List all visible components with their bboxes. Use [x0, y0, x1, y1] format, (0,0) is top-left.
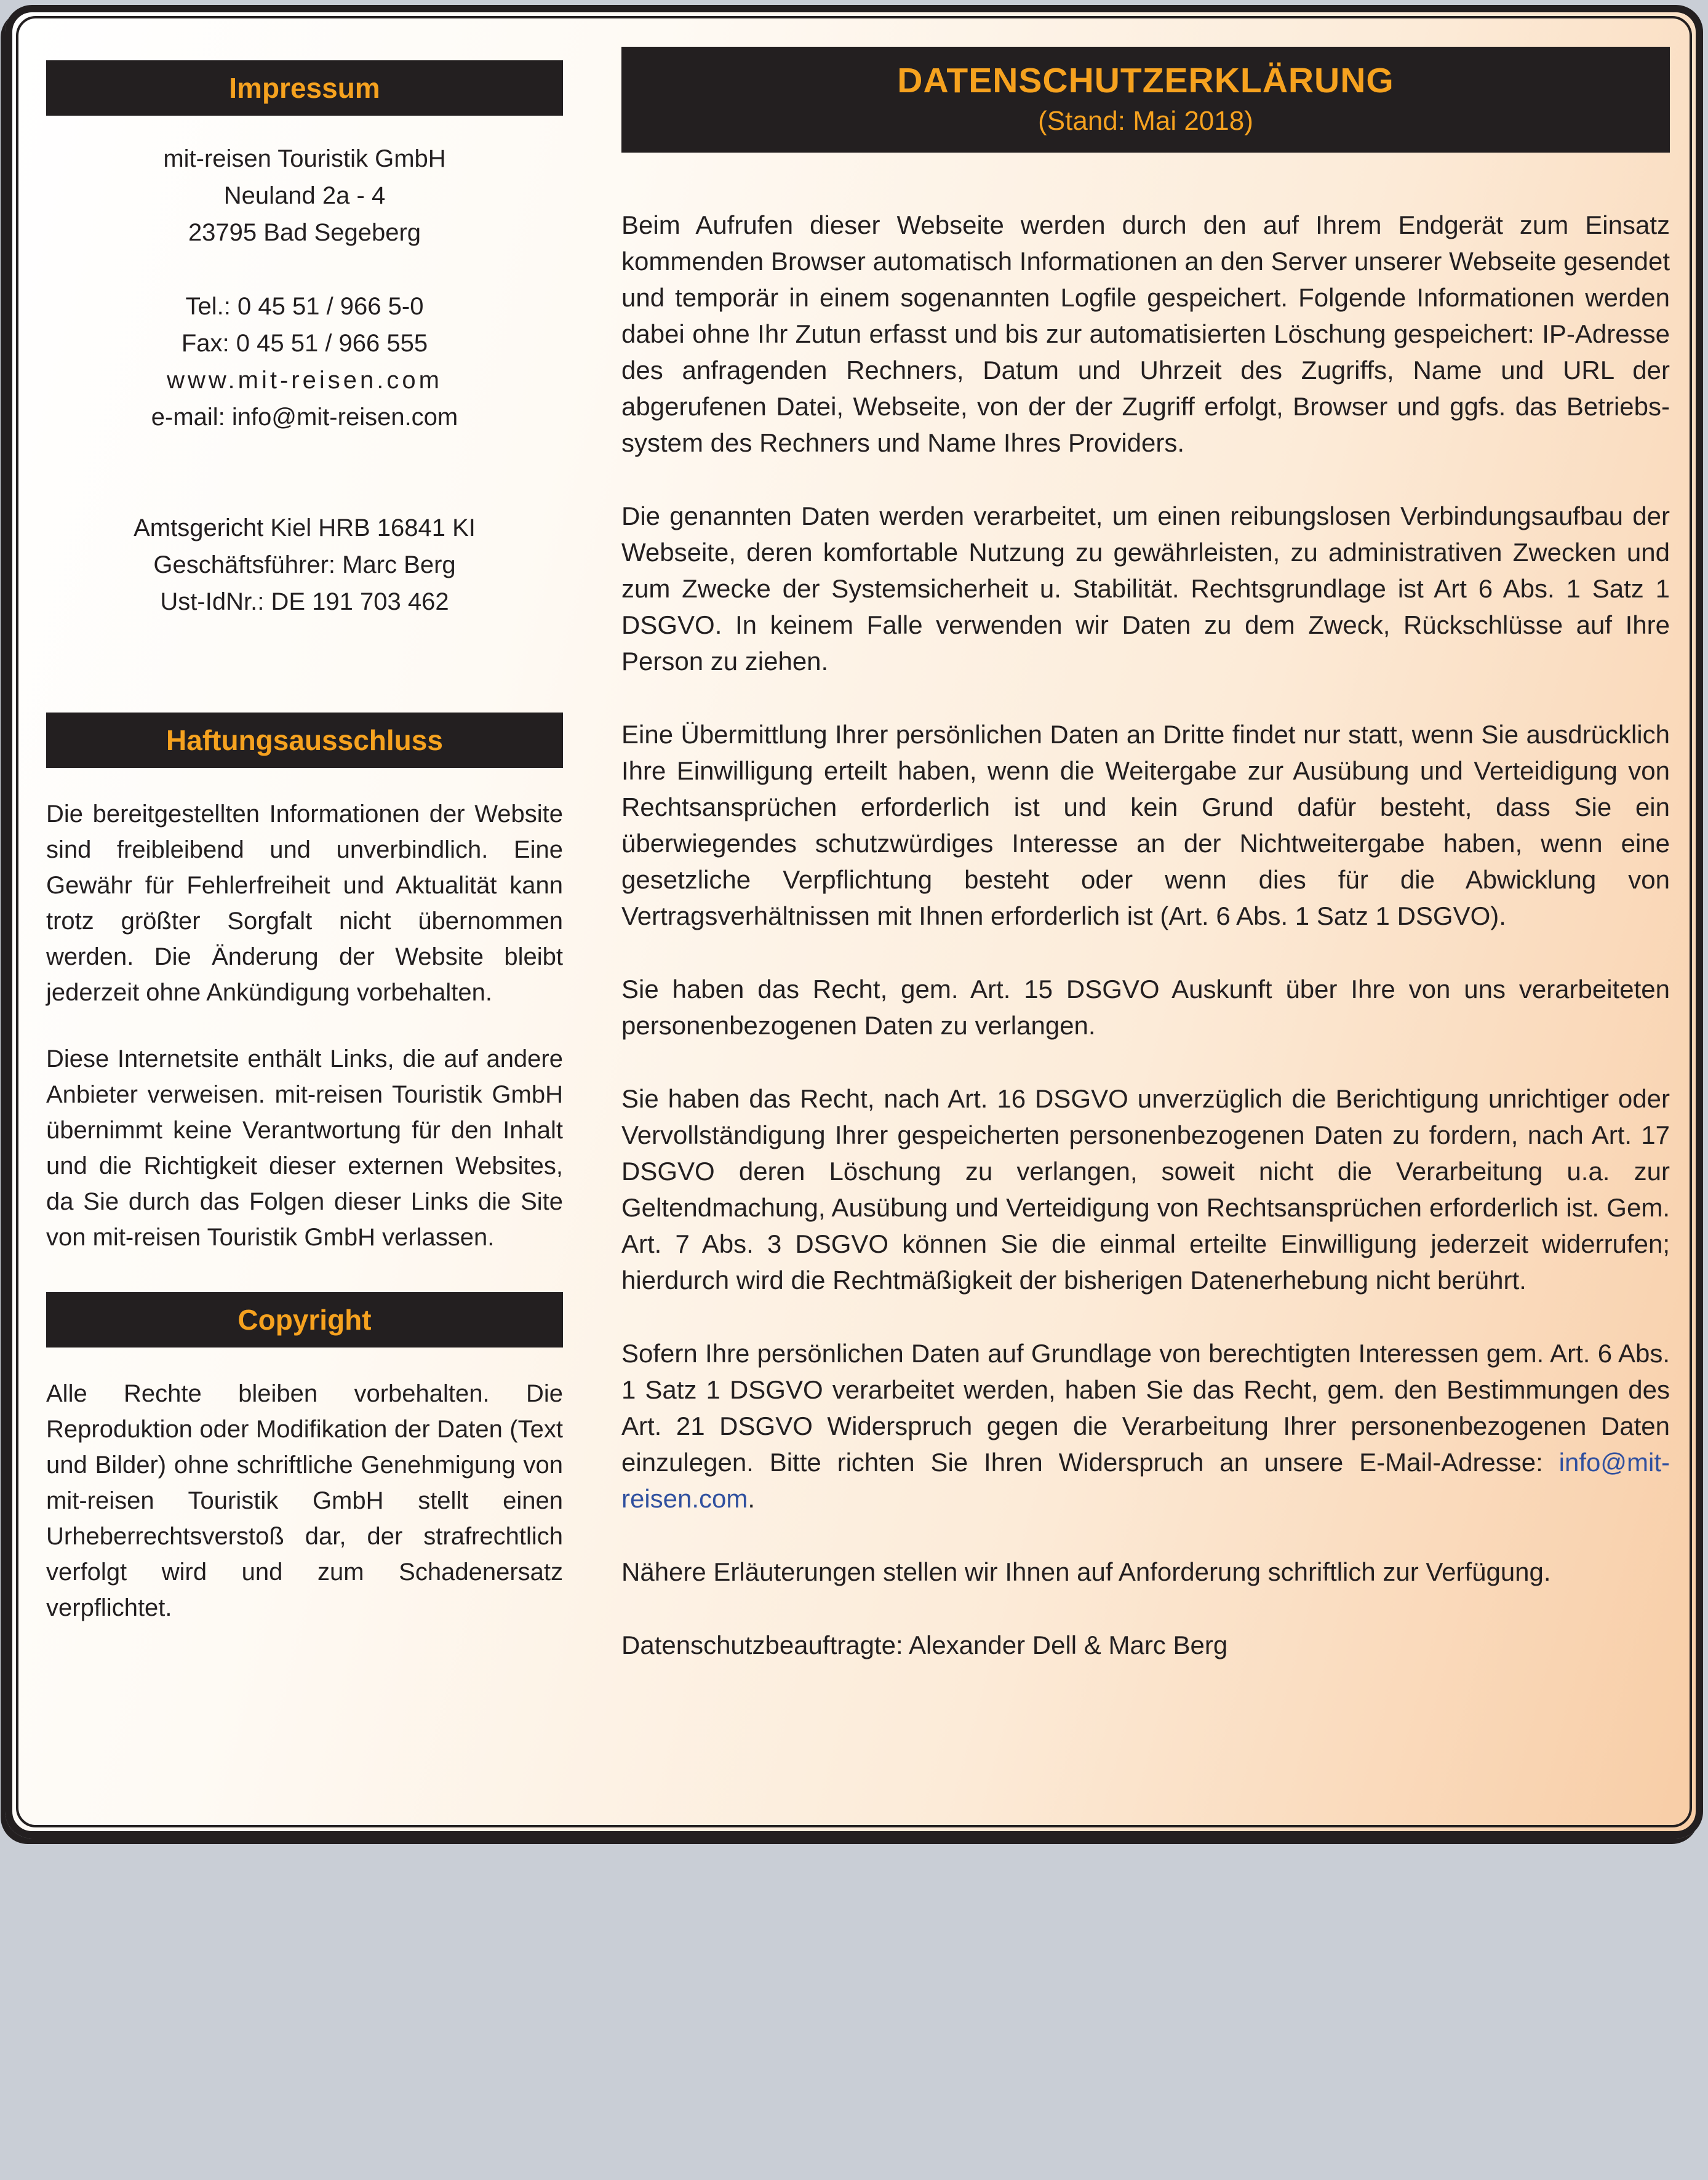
impressum-header-bar — [46, 60, 563, 116]
right-column — [621, 47, 1670, 1825]
privacy-paragraph-5: Sie haben das Recht, nach Art. 16 DSGVO unverzüglich die Berichtigung unrichtiger oder Vervollständigung Ihrer gespeicherten personenbezogenen Daten zu fordern, nach Art. 17 DSGVO deren Löschung zu verlangen, soweit nicht die Verarbeitung u.a. zur Geltendmachung, Ausübung und Verteidigung von Rechtsansprüchen erforderlich ist. Gem. Art. 7 Abs. 3 DSGVO können Sie die einmal erteilte Einwilligung jederzeit widerrufen; hierdurch wird die Rechtmäßigkeit der bisherigen Datenerhebung nicht berührt. — [621, 1084, 1670, 1295]
objection-text-end: . — [748, 1484, 756, 1513]
company-address-block — [46, 140, 563, 251]
privacy-header-bar — [621, 47, 1670, 153]
managing-director: Geschäftsführer: Marc Berg — [153, 551, 456, 578]
haftung-title: Haftungsausschluss — [166, 724, 443, 756]
privacy-paragraph-3: Eine Übermittlung Ihrer persönlichen Daten an Dritte findet nur statt, wenn Sie ausdrücklich Ihre Einwilligung erteilt haben, wenn die Weitergabe zur Ausübung und Verteidigung von Rechtsansprüchen erforderlich ist und kein Grund dafür besteht, dass Sie ein überwiegendes schutzwürdiges Interesse an der Nichtweitergabe haben, wenn eine gesetzliche Verpflichtung besteht oder wenn dies für die Abwicklung von Vertragsverhältnissen mit Ihnen erforderlich ist (Art. 6 Abs. 1 Satz 1 DSGVO). — [621, 720, 1670, 930]
privacy-paragraph-8: Datenschutzbeauftragte: Alexander Dell & Marc Berg — [621, 1631, 1228, 1659]
privacy-paragraph-objection — [621, 1335, 1670, 1517]
contact-block — [46, 288, 563, 436]
privacy-paragraph-1: Beim Aufrufen dieser Webseite werden durch den auf Ihrem Endgerät zum Einsatz kommenden Browser automatisch Informationen an den Server unserer Webseite gesendet und temporär in einem sogenannten Logfile gespeichert. Folgende Informationen werden dabei ohne Ihr Zutun erfasst und bis zur automatisierten Löschung gespeichert: IP-Adresse des anfragenden Rechners, Datum und Uhrzeit des Zugriffs, Name und URL der abgerufenen Datei, Webseite, von der der Zugriff erfolgt, Browser und ggfs. das Betriebssystem des Rechners und Name Ihres Providers. — [621, 210, 1670, 457]
haftung-header-bar — [46, 713, 563, 768]
privacy-paragraph-4: Sie haben das Recht, gem. Art. 15 DSGVO Auskunft über Ihre von uns verarbeiteten personenbezogenen Daten zu verlangen. — [621, 975, 1670, 1040]
privacy-subtitle: (Stand: Mai 2018) — [1038, 106, 1253, 136]
privacy-title: DATENSCHUTZERKLÄRUNG — [897, 61, 1394, 100]
phone-number: Tel.: 0 45 51 / 966 5-0 — [185, 293, 424, 320]
vat-id: Ust-IdNr.: DE 191 703 462 — [160, 588, 449, 615]
impressum-title: Impressum — [229, 72, 380, 104]
privacy-paragraph-2: Die genannten Daten werden verarbeitet, um einen reibungslosen Verbindungsaufbau der Webseite, deren komfortable Nutzung zu gewährleisten, zu administrativen Zwecken und zum Zwecke der Systemsicherheit u. Stabilität. Rechtsgrundlage ist Art 6 Abs. 1 Satz 1 DSGVO. In keinem Falle verwenden wir Daten zu dem Zweck, Rückschlüsse auf Ihre Person zu ziehen. — [621, 501, 1670, 676]
company-street: Neuland 2a - 4 — [223, 182, 386, 209]
content-panel-inner — [16, 16, 1692, 1827]
email-link[interactable]: info@mit-reisen.com — [621, 1448, 1670, 1513]
copyright-header-bar — [46, 1292, 563, 1348]
copyright-paragraph: Alle Rechte bleiben vorbehalten. Die Reproduktion oder Modifikation der Daten (Text und Bilder) ohne schriftliche Genehmigung von mit-reisen Touristik GmbH stellt einen Urheberrechtsverstoß dar, der strafrechtlich verfolgt wird und zum Schadenersatz verpflichtet. — [46, 1380, 563, 1621]
haftung-paragraph-1: Die bereitgestellten Informationen der Website sind freibleibend und unverbindlich. Eine Gewähr für Fehlerfreiheit und Aktualität kann trotz größter Sorgfalt nicht übernommen werden. Die Änderung der Website bleibt jederzeit ohne Ankündigung vorbehalten. — [46, 801, 563, 1006]
haftung-paragraph-2: Diese Internetsite enthält Links, die auf andere Anbieter verweisen. mit-reisen Touristik GmbH übernimmt keine Verantwortung für den Inhalt und die Richtigkeit dieser externen Websites, da Sie durch das Folgen dieser Links die Site von mit-reisen Touristik GmbH verlassen. — [46, 1045, 563, 1251]
objection-text: Sofern Ihre persönlichen Daten auf Grundlage von berechtigten Interessen gem. Art. 6 Abs. 1 Satz 1 DSGVO verarbeitet werden, haben Sie das Recht, gem. den Bestimmungen des Art. 21 DSGVO Widerspruch gegen die Verarbeitung Ihrer personenbezogenen Daten einzulegen. Bitte richten Sie Ihren Widerspruch an unsere E-Mail-Adresse: — [621, 1339, 1670, 1477]
privacy-paragraph-7: Nähere Erläuterungen stellen wir Ihnen auf Anforderung schriftlich zur Verfügung. — [621, 1557, 1551, 1586]
legal-register-block — [46, 509, 563, 620]
website-url: www.mit-reisen.com — [167, 367, 442, 394]
company-city: 23795 Bad Segeberg — [188, 219, 421, 246]
email-address: e-mail: info@mit-reisen.com — [151, 404, 458, 431]
copyright-title: Copyright — [237, 1304, 372, 1336]
fax-number: Fax: 0 45 51 / 966 555 — [181, 330, 428, 357]
content-panel — [5, 5, 1703, 1839]
left-column — [46, 47, 563, 1825]
register-entry: Amtsgericht Kiel HRB 16841 KI — [134, 514, 476, 541]
company-name: mit-reisen Touristik GmbH — [163, 145, 446, 172]
